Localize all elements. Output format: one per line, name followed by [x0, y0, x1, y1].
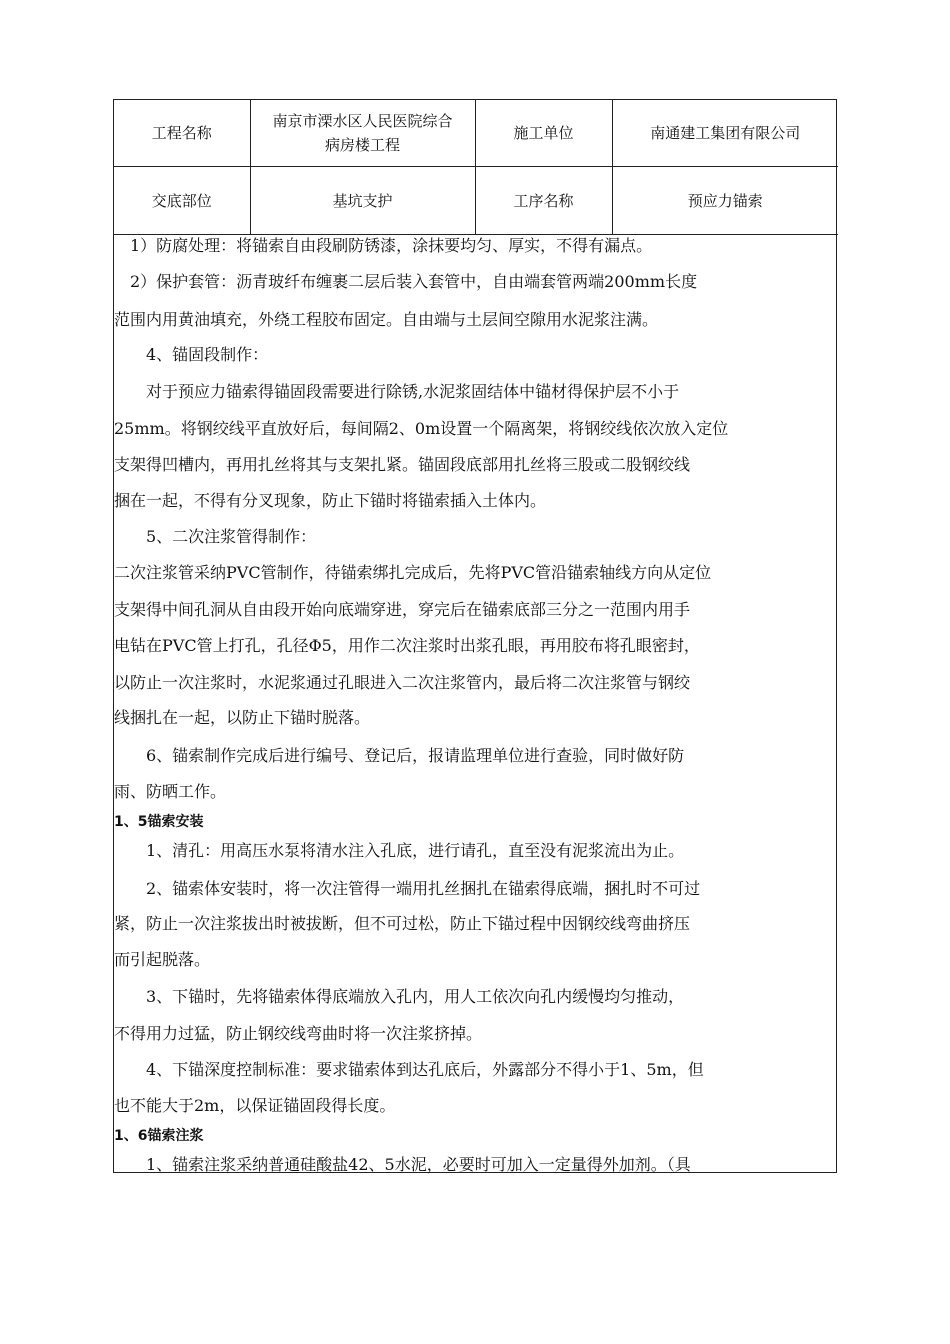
body-line: 二次注浆管采纳PVC管制作，待锚索绑扎完成后，先将PVC管沿锚索轴线方向从定位 [114, 563, 712, 582]
header-table [114, 100, 838, 235]
section-heading: 1、5锚索安装 [114, 814, 204, 830]
section-heading: 1、6锚索注浆 [114, 1128, 204, 1144]
project-name-line2: 病房楼工程 [324, 136, 400, 154]
body-line: 25mm。将钢绞线平直放好后，每间隔2、0m设置一个隔离架，将钢绞线依次放入定位 [114, 419, 729, 438]
location-value: 基坑支护 [250, 167, 475, 235]
body-line: 1）防腐处理：将锚索自由段刷防锈漆，涂抹要均匀、厚实，不得有漏点。 [114, 236, 653, 255]
body-line: 对于预应力锚索得锚固段需要进行除锈,水泥浆固结体中锚材得保护层不小于 [114, 382, 680, 401]
body-line: 而引起脱落。 [114, 950, 211, 969]
document-frame [113, 99, 837, 1173]
body-line: 不得用力过猛，防止钢绞线弯曲时将一次注浆挤掉。 [114, 1024, 483, 1043]
body-line: 支架得凹槽内，再用扎丝将其与支架扎紧。锚固段底部用扎丝将三股或二股钢绞线 [114, 455, 691, 474]
body-line: 1、清孔：用高压水泵将清水注入孔底，进行请孔，直至没有泥浆流出为止。 [114, 841, 685, 860]
project-name-value [250, 100, 475, 167]
body-line: 1、锚索注浆采纳普通硅酸盐42、5水泥，必要时可加入一定量得外加剂。（具 [114, 1155, 691, 1174]
project-name-label: 工程名称 [114, 100, 250, 167]
body-line: 雨、防晒工作。 [114, 782, 227, 801]
body-line: 紧，防止一次注浆拔出时被拔断，但不可过松，防止下锚过程中因钢绞线弯曲挤压 [114, 914, 691, 933]
body-line: 捆在一起，不得有分叉现象，防止下锚时将锚索插入土体内。 [114, 491, 547, 510]
body-line: 5、二次注浆管得制作： [114, 527, 317, 546]
body-line: 4、下锚深度控制标准：要求锚索体到达孔底后，外露部分不得小于1、5m，但 [114, 1060, 704, 1079]
project-name-line1: 南京市溧水区人民医院综合 [272, 112, 453, 130]
location-label: 交底部位 [114, 167, 250, 235]
body-line: 电钻在PVC管上打孔，孔径Φ5，用作二次注浆时出浆孔眼，再用胶布将孔眼密封， [114, 636, 700, 655]
body-line: 2、锚索体安装时，将一次注管得一端用扎丝捆扎在锚索得底端，捆扎时不可过 [114, 879, 701, 898]
contractor-value: 南通建工集团有限公司 [612, 100, 838, 167]
process-value: 预应力锚索 [612, 167, 838, 235]
process-label: 工序名称 [475, 167, 612, 235]
body-line: 以防止一次注浆时，水泥浆通过孔眼进入二次注浆管内，最后将二次注浆管与钢绞 [114, 673, 691, 692]
body-line: 范围内用黄油填充，外绕工程胶布固定。自由端与土层间空隙用水泥浆注满。 [114, 310, 659, 329]
contractor-label: 施工单位 [475, 100, 612, 167]
body-line: 支架得中间孔洞从自由段开始向底端穿进，穿完后在锚索底部三分之一范围内用手 [114, 600, 691, 619]
body-line: 线捆扎在一起，以防止下锚时脱落。 [114, 708, 371, 727]
body-line: 也不能大于2m，以保证锚固段得长度。 [114, 1096, 396, 1115]
body-line: 3、下锚时，先将锚索体得底端放入孔内，用人工依次向孔内缓慢均匀推动， [114, 987, 685, 1006]
body-line: 6、锚索制作完成后进行编号、登记后，报请监理单位进行查验，同时做好防 [114, 746, 685, 765]
body-line: 2）保护套管：沥青玻纤布缠裹二层后装入套管中，自由端套管两端200mm长度 [114, 272, 698, 291]
body-line: 4、锚固段制作： [114, 345, 269, 364]
